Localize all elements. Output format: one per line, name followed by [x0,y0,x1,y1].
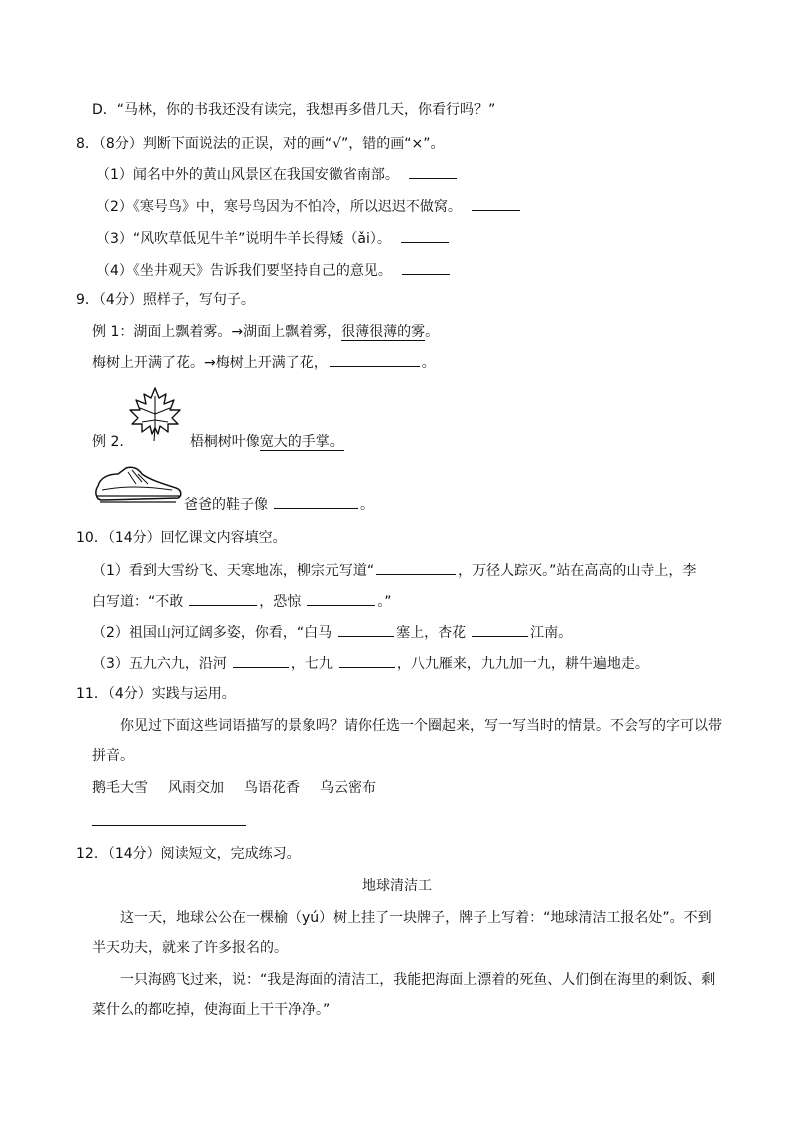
q10-blank-1[interactable] [376,560,456,575]
q10-blank-7[interactable] [339,653,395,668]
q10-line-3-text-b: 塞上，杏花 [396,625,467,641]
q11-word-4[interactable]: 乌云密布 [320,780,376,796]
q8-heading: 8．（8分）判断下面说法的正误，对的画“√”，错的画“×”。 [76,136,445,152]
q10-line-4-text-b: ，七九 [290,656,333,672]
q9-example-1 [92,322,439,342]
q9-example-1-text: 例 1：湖面上飘着雾。→湖面上飘着雾， [92,324,342,340]
q8-item-1-text: （1）闻名中外的黄山风景区在我国安徽省南部。 [96,167,399,183]
q8-answer-blank-4[interactable] [402,260,450,275]
q10-blank-3[interactable] [307,591,375,606]
q9-line-2-text: 梅树上开满了花。→梅树上开满了花， [92,355,328,371]
q10-blank-2[interactable] [189,591,257,606]
q11-word-2[interactable]: 风雨交加 [168,780,224,796]
q10-line-3-text-c: 江南。 [530,625,573,641]
q12-paragraph-1-line-2: 半天功夫，就来了许多报名的。 [92,940,288,956]
q10-line-4 [92,653,649,674]
q7-option-d: D．“马林，你的书我还没有读完，我想再多借几天，你看行吗？” [92,102,496,118]
q10-line-2 [92,591,392,612]
q10-line-2-text-a: 白写道：“不敢 [92,594,184,610]
q9-example-1-end: 。 [425,324,440,340]
q11-heading: 11．（4分）实践与运用。 [76,686,236,702]
q11-word-3[interactable]: 鸟语花香 [244,780,300,796]
q10-line-2-text-c: 。” [377,594,392,610]
q8-item-2 [96,196,522,217]
q9-shoe-text: 爸爸的鞋子像 [184,497,268,513]
q9-line-2-end: 。 [421,355,436,371]
q10-line-1-text-a: （1）看到大雪纷飞、天寒地冻，柳宗元写道“ [92,563,375,579]
q8-answer-blank-2[interactable] [472,196,520,211]
q10-blank-5[interactable] [472,622,528,637]
q8-item-4 [96,260,452,281]
q9-answer-blank-1[interactable] [330,352,420,367]
q10-line-2-text-b: ，恐惊 [259,594,302,610]
q10-blank-6[interactable] [233,653,289,668]
q9-heading: 9．（4分）照样子，写句子。 [76,292,255,308]
q10-line-4-text-a: （3）五九六九，沿河 [92,656,227,672]
q11-word-1[interactable]: 鹅毛大雪 [92,780,148,796]
q10-line-1-text-b: ，万径人踪灭。”站在高高的山寺上，李 [458,563,697,579]
q8-item-4-text: （4）《坐井观天》告诉我们要坚持自己的意见。 [96,263,392,279]
q11-answer-line[interactable] [92,825,246,826]
q12-paragraph-2-line-1: 一只海鸥飞过来，说：“我是海面的清洁工，我能把海面上漂着的死鱼、人们倒在海里的剩饭、剩 [120,972,716,988]
q11-paragraph-line-1: 你见过下面这些词语描写的景象吗？请你任选一个圈起来，写一写当时的情景。不会写的字可以带 [120,718,722,734]
q10-line-1 [92,560,696,581]
q8-item-3 [96,228,451,249]
q8-item-1 [96,164,459,185]
q9-shoe-end: 。 [360,497,374,513]
q8-answer-blank-1[interactable] [409,164,457,179]
q10-heading: 10．（14分）回忆课文内容填空。 [76,530,287,546]
q11-paragraph-line-2: 拼音。 [92,748,134,764]
q8-item-2-text: （2）《寒号鸟》中，寒号鸟因为不怕冷，所以迟迟不做窝。 [96,199,462,215]
q9-example-2-text: 梧桐树叶像 [189,434,260,450]
q9-example-2-underlined: 宽大的手掌。 [259,434,344,450]
q9-example-2-label: 例 2. [92,434,124,450]
q9-line-2 [92,352,436,373]
q12-passage-title: 地球清洁工 [362,878,432,894]
q12-heading: 12．（14分）阅读短文，完成练习。 [76,846,301,862]
q8-item-3-text: （3）“风吹草低见牛羊”说明牛羊长得矮（ǎi）。 [96,231,391,247]
q9-example-2 [92,432,344,452]
q11-word-list [92,778,376,798]
q8-answer-blank-3[interactable] [401,228,449,243]
q12-paragraph-1-line-1: 这一天，地球公公在一棵榆（yú）树上挂了一块牌子，牌子上写着：“地球清洁工报名处”。不到 [120,910,712,926]
q10-line-3-text-a: （2）祖国山河辽阔多姿，你看，“白马 [92,625,333,641]
q9-example-1-underlined: 很薄很薄的雾 [341,324,426,340]
sneaker-icon [92,464,184,508]
q10-blank-4[interactable] [338,622,394,637]
q9-answer-blank-2[interactable] [274,494,358,509]
q12-paragraph-2-line-2: 菜什么的都吃掉，使海面上干干净净。” [92,1002,331,1018]
q10-line-4-text-c: ，八九雁来，九九加一九，耕牛遍地走。 [396,656,649,672]
q9-shoe-line [184,494,374,515]
q10-line-3 [92,622,572,643]
